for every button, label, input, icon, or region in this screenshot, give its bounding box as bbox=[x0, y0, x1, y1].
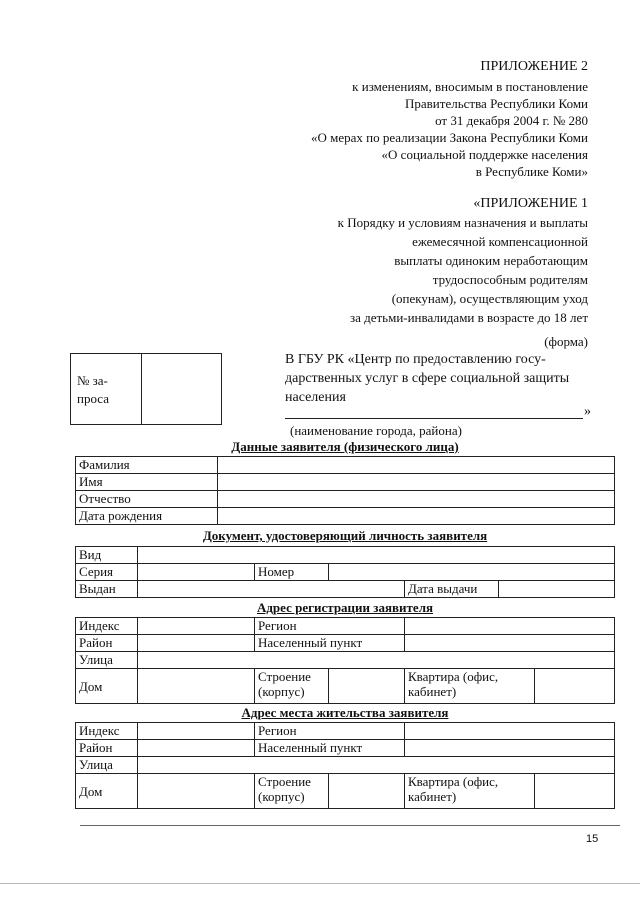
doc-type-input[interactable] bbox=[138, 547, 615, 564]
table-row bbox=[76, 457, 615, 474]
footer-divider bbox=[80, 825, 620, 826]
recipient-name-field[interactable] bbox=[285, 418, 583, 419]
page-number: 15 bbox=[586, 833, 599, 845]
field-label-house: Дом bbox=[76, 669, 138, 704]
bottom-divider bbox=[0, 883, 640, 884]
apartment-input[interactable] bbox=[535, 774, 615, 809]
field-label-surname: Фамилия bbox=[76, 457, 218, 474]
settlement-input[interactable] bbox=[405, 740, 615, 757]
appendix-1-line: выплаты одиноким неработающим bbox=[394, 253, 588, 268]
field-label-index: Индекс bbox=[76, 618, 138, 635]
appendix-2-line: «О социальной поддержке населения bbox=[381, 147, 588, 162]
table-row bbox=[76, 564, 615, 581]
field-label-region: Регион bbox=[255, 618, 405, 635]
form-label: (форма) bbox=[544, 334, 588, 349]
field-label-building: Строение (корпус) bbox=[255, 774, 329, 809]
table-row bbox=[76, 635, 615, 652]
field-label-house: Дом bbox=[76, 774, 138, 809]
table-row bbox=[76, 547, 615, 564]
appendix-1-line: (опекунам), осуществляющим уход bbox=[391, 291, 588, 306]
patronymic-input[interactable] bbox=[218, 491, 615, 508]
identity-section-title: Документ, удостоверяющий личность заявителя bbox=[202, 528, 488, 543]
recipient-note: (наименование города, района) bbox=[290, 423, 462, 438]
table-row bbox=[76, 723, 615, 740]
index-input[interactable] bbox=[138, 723, 255, 740]
series-input[interactable] bbox=[138, 564, 255, 581]
field-label-patronymic: Отчество bbox=[76, 491, 218, 508]
region-input[interactable] bbox=[405, 723, 615, 740]
table-row bbox=[76, 618, 615, 635]
request-number-field[interactable] bbox=[142, 354, 220, 424]
appendix-1-line: трудоспособным родителям bbox=[432, 272, 588, 287]
field-label-doc-type: Вид bbox=[76, 547, 138, 564]
appendix-1-line: ежемесячной компенсационной bbox=[412, 234, 588, 249]
closing-quote: » bbox=[584, 404, 591, 419]
field-label-district: Район bbox=[76, 740, 138, 757]
apartment-input[interactable] bbox=[535, 669, 615, 704]
street-input[interactable] bbox=[138, 757, 615, 774]
table-row bbox=[76, 508, 615, 525]
table-row bbox=[76, 491, 615, 508]
field-label-series: Серия bbox=[76, 564, 138, 581]
issued-by-input[interactable] bbox=[138, 581, 405, 598]
appendix-1-line: к Порядку и условиям назначения и выплаты bbox=[337, 215, 588, 230]
appendix-2-title: ПРИЛОЖЕНИЕ 2 bbox=[480, 59, 588, 74]
appendix-2-line: к изменениям, вносимым в постановление bbox=[352, 79, 588, 94]
table-row bbox=[76, 652, 615, 669]
house-input[interactable] bbox=[138, 669, 255, 704]
index-input[interactable] bbox=[138, 618, 255, 635]
request-number-label: № за- bbox=[77, 373, 108, 388]
field-label-issue-date: Дата выдачи bbox=[405, 581, 499, 598]
field-label-district: Район bbox=[76, 635, 138, 652]
street-input[interactable] bbox=[138, 652, 615, 669]
appendix-2-line: в Республике Коми» bbox=[475, 164, 588, 179]
request-number-label: проса bbox=[77, 391, 109, 406]
table-row bbox=[76, 474, 615, 491]
appendix-2-line: от 31 декабря 2004 г. № 280 bbox=[435, 113, 588, 128]
live-address-section-title: Адрес места жительства заявителя bbox=[241, 705, 449, 720]
appendix-2-line: «О мерах по реализации Закона Республики Коми bbox=[311, 130, 588, 145]
building-input[interactable] bbox=[329, 774, 405, 809]
identity-table bbox=[75, 546, 615, 598]
name-input[interactable] bbox=[218, 474, 615, 491]
applicant-table bbox=[75, 456, 615, 525]
table-row bbox=[76, 757, 615, 774]
district-input[interactable] bbox=[138, 740, 255, 757]
region-input[interactable] bbox=[405, 618, 615, 635]
table-row bbox=[76, 669, 615, 704]
table-row bbox=[76, 740, 615, 757]
reg-address-table bbox=[75, 617, 615, 704]
appendix-1-line: за детьми-инвалидами в возрасте до 18 лет bbox=[349, 310, 588, 325]
district-input[interactable] bbox=[138, 635, 255, 652]
surname-input[interactable] bbox=[218, 457, 615, 474]
applicant-section-title: Данные заявителя (физического лица) bbox=[231, 439, 459, 454]
table-row bbox=[76, 774, 615, 809]
field-label-street: Улица bbox=[76, 652, 138, 669]
recipient-line: дарственных услуг в сфере социальной защиты bbox=[285, 371, 570, 386]
field-label-apartment: Квартира (офис, кабинет) bbox=[405, 774, 535, 809]
appendix-1-title: «ПРИЛОЖЕНИЕ 1 bbox=[473, 196, 588, 211]
building-input[interactable] bbox=[329, 669, 405, 704]
field-label-apartment: Квартира (офис, кабинет) bbox=[405, 669, 535, 704]
number-input[interactable] bbox=[329, 564, 615, 581]
field-label-birthdate: Дата рождения bbox=[76, 508, 218, 525]
birthdate-input[interactable] bbox=[218, 508, 615, 525]
appendix-2-line: Правительства Республики Коми bbox=[405, 96, 588, 111]
live-address-table bbox=[75, 722, 615, 809]
field-label-street: Улица bbox=[76, 757, 138, 774]
field-label-region: Регион bbox=[255, 723, 405, 740]
request-number-box bbox=[70, 353, 222, 425]
settlement-input[interactable] bbox=[405, 635, 615, 652]
field-label-index: Индекс bbox=[76, 723, 138, 740]
reg-address-section-title: Адрес регистрации заявителя bbox=[256, 600, 434, 615]
field-label-settlement: Населенный пункт bbox=[255, 635, 405, 652]
field-label-number: Номер bbox=[255, 564, 329, 581]
field-label-name: Имя bbox=[76, 474, 218, 491]
recipient-line: населения bbox=[285, 390, 346, 405]
table-row bbox=[76, 581, 615, 598]
issue-date-input[interactable] bbox=[499, 581, 615, 598]
field-label-settlement: Населенный пункт bbox=[255, 740, 405, 757]
field-label-issued-by: Выдан bbox=[76, 581, 138, 598]
house-input[interactable] bbox=[138, 774, 255, 809]
field-label-building: Строение (корпус) bbox=[255, 669, 329, 704]
recipient-line: В ГБУ РК «Центр по предоставлению госу- bbox=[285, 352, 546, 367]
